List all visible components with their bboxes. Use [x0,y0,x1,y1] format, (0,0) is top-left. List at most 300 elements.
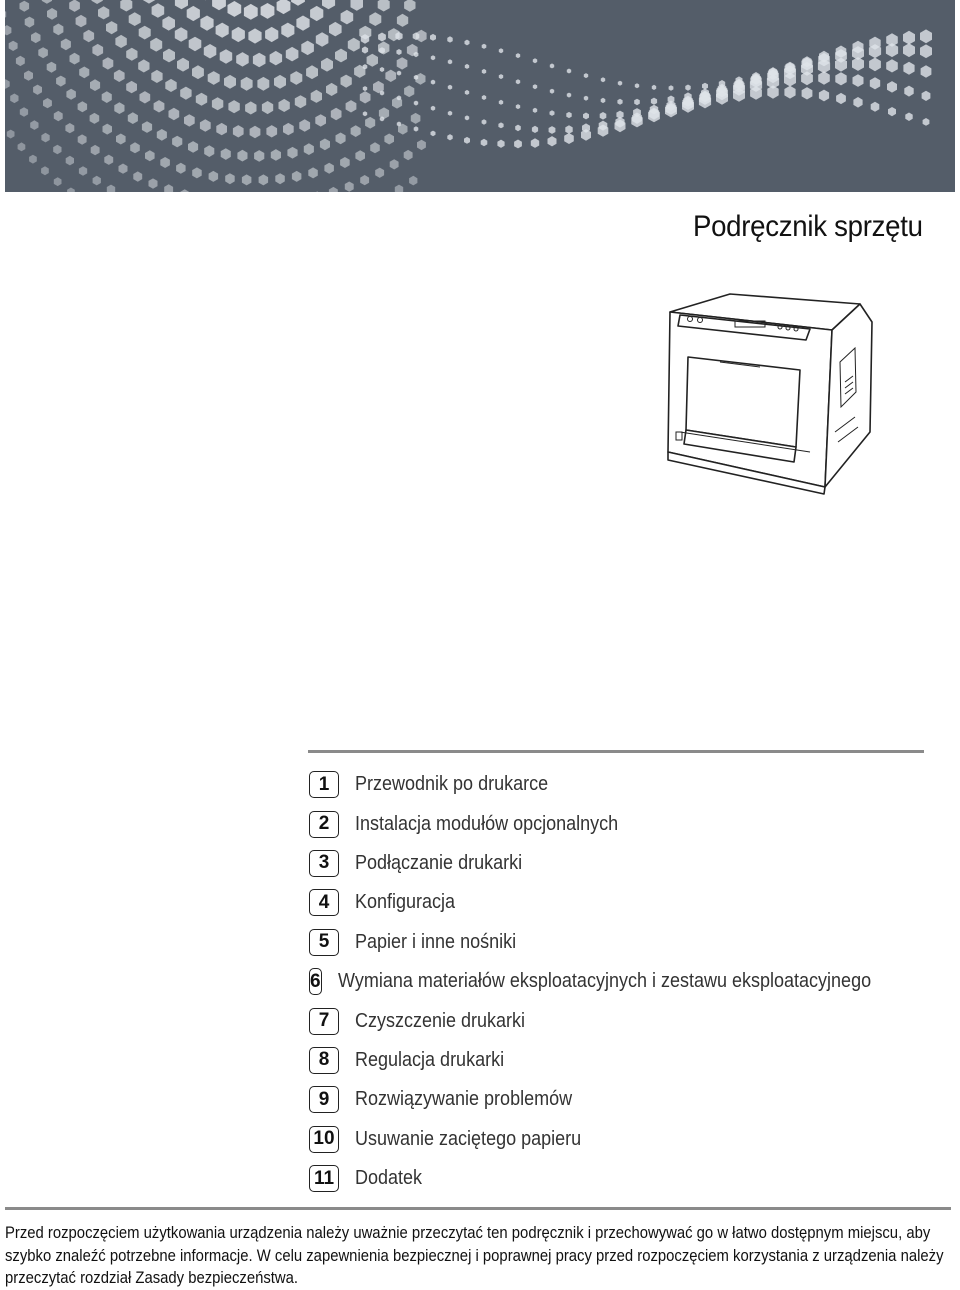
hexagon-dot [216,23,229,38]
hexagon-dot [139,26,151,40]
hexagon-dot [259,174,269,185]
hexagon-dot [340,157,350,168]
hexagon-dot [304,143,314,155]
hexagon-dot [143,0,156,4]
hexagon-dot [514,140,522,149]
chapter-number-badge: 4 [309,889,339,916]
hexagon-dot [431,80,435,85]
hexagon-dot [129,12,141,26]
reading-notice [5,1222,950,1290]
hexagon-dot [120,0,132,12]
hexagon-dot [92,0,103,4]
hexagon-dot [363,86,367,91]
hexagon-dot [329,22,342,37]
hexagon-dot [852,57,864,71]
hexagon-dot [324,163,334,174]
hexagon-dot [244,4,258,20]
hexagon-dot [212,97,223,110]
hexagon-dot [291,0,305,6]
hexagon-dot [903,31,915,45]
hexagon-dot [465,115,469,120]
hexagon-dot [107,185,115,192]
hexagon-dot [33,85,42,95]
hexagon-dot [564,133,574,144]
toc-item[interactable] [309,1041,929,1080]
hexagon-dot [397,57,408,69]
hexagon-dot [634,99,640,106]
hexagon-dot [279,99,290,112]
hexagon-dot [204,44,217,59]
hexagon-dot [286,47,299,62]
chapter-title: Czyszczenie drukarki [355,1009,526,1032]
chapter-title: Regulacja drukarki [355,1048,505,1071]
hexagon-dot [516,79,520,84]
hexagon-dot [853,97,862,108]
hexagon-dot [362,46,368,53]
hexagon-dot [228,100,239,113]
hexagon-dot [184,114,195,126]
hexagon-dot [257,77,269,91]
hexagon-dot [617,99,622,105]
hexagon-dot [702,83,708,90]
hexagon-dot [903,43,915,57]
hexagon-dot [271,149,281,161]
hexagon-dot [165,79,176,92]
hexagon-dot [24,71,33,81]
hexagon-dot [853,74,864,87]
hexagon-dot [42,0,52,4]
hexagon-dot [397,71,401,76]
hexagon-dot [360,175,369,185]
hexagon-dot [47,62,57,73]
toc-item[interactable] [309,1080,929,1119]
hexagon-dot [119,164,128,174]
hexagon-dot [497,140,504,148]
hexagon-dot [237,150,247,162]
hexagon-dot [411,113,421,124]
hexagon-dot [533,108,537,113]
hexagon-dot [311,90,322,103]
hexagon-dot [548,136,557,146]
hexagon-dot [41,133,49,143]
hexagon-dot [106,21,117,34]
hexagon-dot [115,35,126,48]
hexagon-dot [499,74,503,79]
hexagon-dot [363,111,367,116]
hexagon-dot [91,145,100,155]
hexagon-dot [819,90,829,102]
hexagon-dot [326,83,337,96]
cover-banner [5,0,955,192]
hexagon-dot [61,39,71,51]
chapter-title: Rozwiązywanie problemów [355,1088,573,1111]
toc-item[interactable] [309,765,929,804]
chapter-number-badge: 8 [309,1047,339,1074]
hexagon-dot [431,131,436,137]
hexagon-dot [151,70,162,83]
hexagon-dot [448,59,452,64]
hexagon-dot [224,75,236,89]
footer-rule [5,1207,951,1210]
hexagon-dot [904,86,913,97]
hexagon-dot [448,85,452,90]
hexagon-dot [409,176,417,186]
hexagon-dot [228,1,242,17]
hexagon-dot [390,159,399,169]
hexagon-dot [498,122,503,128]
toc-item[interactable] [309,844,929,883]
hexagon-dot [216,123,227,135]
hexagon-dot [133,171,142,181]
hexagon-dot [345,182,354,192]
hexagon-dot [341,75,352,88]
hexagon-dot [5,9,6,19]
hexagon-dot [270,51,283,66]
hexagon-dot [10,94,18,104]
notice-line: szybko znaleźć potrzebne informacje. W celu zapewnienia bezpiecznej i poprawnej pracy przed rozpoczęciem korzystania z urządzenia należy [5,1246,944,1265]
hexagon-dot [114,102,124,114]
chapter-number-badge: 6 [309,968,322,995]
hexagon-dot [150,38,162,52]
hexagon-dot [290,71,302,85]
hexagon-dot [533,58,537,63]
hexagon-dot [886,59,898,72]
hexagon-dot [923,118,930,126]
hexagon-dot [5,79,10,89]
hexagon-dot [283,123,294,135]
hexagon-dot [431,106,435,111]
hexagon-dot [886,43,898,57]
hexagon-dot [369,12,381,26]
hexagon-dot [177,58,189,72]
hexagon-dot [836,93,846,104]
toc-item[interactable] [309,1159,929,1198]
hexagon-dot [367,54,378,67]
hexagon-dot [53,145,61,155]
hexagon-dot [160,157,170,168]
hexagon-dot [308,167,318,178]
hexagon-dot [584,96,588,101]
hexagon-dot [169,108,180,120]
hexagon-dot [767,85,778,98]
hexagon-dot [313,191,322,192]
hexagon-dot [200,16,213,31]
hexagon-dot [531,138,539,148]
document-title: Podręcznik sprzętu [693,210,923,243]
hexagon-dot [180,189,189,192]
hexagon-dot [482,119,487,124]
hexagon-dot [385,70,396,82]
hexagon-dot [70,53,80,65]
chapter-title: Usuwanie zaciętego papieru [355,1127,582,1150]
chapter-title: Podłączanie drukarki [355,851,523,874]
hexagon-dot [152,3,165,17]
hexagon-dot [336,133,346,145]
hexagon-dot [583,113,589,120]
hexagon-dot [584,73,588,78]
hexagon-dot [103,57,114,69]
hexagon-dot [515,125,521,132]
hexagon-dot [581,129,591,141]
hexagon-dot [9,41,18,51]
chapter-title: Konfiguracja [355,891,456,914]
hexagon-dot [869,58,881,72]
hexagon-dot [801,71,813,85]
hexagon-dot [550,110,555,116]
hexagon-dot [871,102,880,112]
hexagon-dot [601,98,606,103]
chapter-title: Dodatek [355,1167,423,1190]
hexagon-dot [465,90,469,95]
hexagon-dot [380,67,384,72]
hexagon-dot [31,32,41,43]
hexagon-dot [499,48,503,53]
hexagon-dot [310,6,323,21]
hexagon-dot [329,187,338,192]
hexagon-dot [348,38,360,52]
hexagon-dot [138,59,149,72]
hexagon-dot [154,100,165,112]
notice-line: Przed rozpoczęciem użytkowania urządzenia należy uważnie przeczytać ten podręcznik i przechowywać go w łatwo dostępnym miejscu, aby [5,1224,931,1242]
hexagon-dot [66,156,74,166]
hexagon-dot [250,126,261,138]
hexagon-dot [600,112,607,120]
hexagon-dot [69,0,80,12]
hexagon-dot [236,52,249,67]
chapter-title: Instalacja modułów opcjonalnych [355,812,619,835]
hexagon-dot [242,174,252,185]
hexagon-dot [784,86,795,99]
hexagon-dot [254,150,264,162]
chapter-number-badge: 3 [309,850,339,877]
hexagon-dot [565,125,572,134]
hexagon-dot [921,65,932,77]
hexagon-dot [114,70,125,82]
notice-line: przeczytać rozdział Zasady bezpieczeństwa. [5,1269,299,1287]
hexagon-dot [341,10,354,25]
hexagon-dot [83,30,94,42]
hexagon-dot [130,142,140,153]
hexagon-dot [20,107,28,117]
hexagon-dot [90,113,100,124]
hexagon-dot [920,44,932,58]
hexagon-dot [189,37,202,52]
hexagon-dot [192,167,202,178]
hexagon-dot [78,101,88,112]
toc-top-rule [308,750,924,753]
hexagon-dot [870,77,880,89]
hexagon-dot [516,53,520,58]
hexagon-dot [53,24,63,36]
hexagon-dot [188,141,198,153]
hexagon-dot [262,101,273,114]
hexagon-dot [266,125,277,137]
hexagon-dot [417,140,426,150]
hexagon-dot [76,15,87,27]
laser-printer-icon [660,282,880,497]
hexagon-dot [351,0,364,11]
hexagon-dot-pattern [5,0,955,192]
hexagon-dot [464,137,470,144]
toc-item[interactable] [309,883,929,922]
hexagon-dot [618,81,622,86]
chapter-number-badge: 7 [309,1008,339,1035]
hexagon-dot [404,0,415,12]
hexagon-dot [818,71,830,85]
hexagon-dot [351,125,361,137]
hexagon-dot [221,148,231,160]
hexagon-dot [18,142,26,151]
hexagon-dot [225,173,235,184]
hexagon-dot [397,14,408,27]
hexagon-dot [116,134,126,145]
hexagon-dot [550,89,554,94]
hexagon-dot [98,6,109,19]
chapter-number-badge: 9 [309,1086,339,1113]
hexagon-dot [65,123,74,133]
hexagon-dot [482,69,486,74]
hexagon-dot [104,155,113,165]
hexagon-dot [335,49,347,63]
hexagon-dot [396,49,401,55]
toc-item[interactable] [309,1120,929,1159]
chapter-title: Przewodnik po drukarce [355,773,549,796]
hexagon-dot [360,91,371,103]
chapter-title: Wymiana materiałów eksploatacyjnych i zestawu eksploatacyjnego [337,970,871,993]
hexagon-dot [306,65,318,79]
hexagon-dot [635,83,639,88]
hexagon-dot [66,89,76,100]
hexagon-dot [241,77,253,91]
hexagon-dot [220,49,233,64]
hexagon-dot [516,104,520,109]
hexagon-dot [316,32,329,47]
hexagon-dot [180,87,191,100]
toc-item[interactable] [309,1001,929,1040]
hexagon-dot [20,1,30,12]
hexagon-dot [126,81,137,93]
hexagon-dot [370,142,380,153]
hexagon-dot [172,136,182,148]
hexagon-dot [447,134,452,140]
hexagon-dot [41,166,49,175]
hexagon-dot [175,0,188,9]
hexagon-dot [200,119,211,131]
hexagon-dot [355,150,365,161]
hexagon-dot [384,134,394,145]
hexagon-dot [365,117,375,129]
hexagon-dot [5,25,11,35]
hexagon-dot [685,85,690,91]
hexagon-dot [56,76,66,87]
hexagon-dot [301,41,314,56]
hexagon-dot [38,47,48,58]
toc-item[interactable] [309,804,929,843]
hexagon-dot [90,79,100,91]
hexagon-dot [292,171,302,182]
hexagon-dot [157,129,167,141]
hexagon-dot [651,98,657,105]
hexagon-dot [601,77,605,82]
hexagon-dot [567,69,571,74]
hexagon-dot [7,130,15,139]
hexagon-dot [920,29,932,43]
hexagon-dot [331,108,342,120]
hexagon-dot [888,107,896,116]
hexagon-dot [532,126,538,133]
hexagon-dot [163,49,175,63]
hexagon-dot [321,58,333,72]
hexagon-dot [25,17,35,28]
hexagon-dot [395,185,403,192]
hexagon-dot [549,126,556,134]
hexagon-dot [192,65,204,79]
hexagon-dot [29,155,37,164]
hexagon-dot [296,16,309,31]
hexagon-dot [145,150,155,161]
hexagon-dot [414,126,419,131]
hexagon-dot [67,188,75,193]
hexagon-dot [287,147,297,159]
hexagon-dot [550,63,554,68]
chapter-number-badge: 5 [309,929,339,956]
hexagon-dot [295,95,306,108]
hexagon-dot [375,168,384,178]
hexagon-dot [253,53,266,67]
hexagon-dot [175,27,188,42]
hexagon-dot [176,163,186,174]
hexagon-dot [566,112,571,118]
hexagon-dot [233,125,244,137]
hexagon-dot [275,173,285,184]
hexagon-dot [346,100,357,112]
hexagon-dot [78,134,87,144]
hexagon-dot [481,139,488,147]
hexagon-dot [54,111,63,121]
hexagon-dot [204,145,214,157]
hexagon-dot [30,120,38,130]
hexagon-dot [802,87,813,99]
hexagon-dot [905,113,912,122]
chapter-title: Papier i inne nośniki [355,930,517,953]
hexagon-dot [212,0,226,10]
hexagon-dot [187,6,200,21]
hexagon-dot [16,56,25,66]
hexagon-dot [208,71,220,85]
hexagon-dot [482,44,487,49]
hexagon-dot [103,124,113,135]
hexagon-dot [320,139,330,151]
hexagon-dot [499,100,503,105]
hexagon-dot [322,0,335,9]
hexagon-dot [164,184,173,192]
hexagon-dot [79,166,87,176]
hexagon-dot [922,91,931,101]
hexagon-dot [261,3,275,19]
hexagon-dot [232,27,245,42]
hexagon-dot [196,93,207,106]
hexagon-dot [47,8,57,20]
chapter-number-badge: 10 [309,1126,339,1153]
hexagon-dot [431,55,435,60]
hexagon-dot [903,62,914,75]
hexagon-dot [404,85,414,97]
toc-item[interactable] [309,962,929,1001]
hexagon-dot [315,114,326,126]
chapter-number-badge: 1 [309,771,339,798]
toc-item[interactable] [309,923,929,962]
hexagon-dot [140,91,151,103]
